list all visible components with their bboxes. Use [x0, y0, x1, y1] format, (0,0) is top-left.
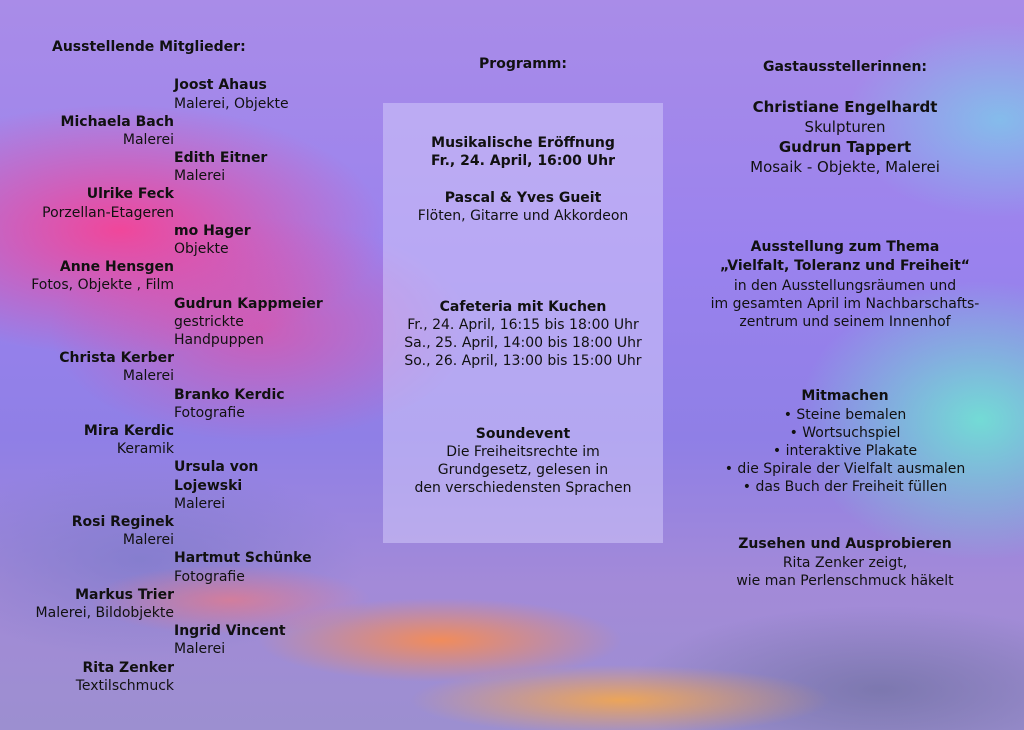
member-discipline: Textilschmuck — [75, 678, 174, 694]
cafeteria-time: Sa., 25. April, 14:00 bis 18:00 Uhr — [404, 335, 642, 351]
member-name: Joost Ahaus — [174, 77, 267, 93]
member-discipline: Keramik — [116, 441, 174, 457]
member-name: Branko Kerdic — [174, 387, 285, 403]
soundevent-line: Die Freiheitsrechte im — [446, 444, 600, 460]
member-name: Ulrike Feck — [86, 186, 174, 202]
participate-item: • die Spirale der Vielfalt ausmalen — [724, 461, 966, 477]
member-discipline: Fotografie — [174, 405, 245, 421]
member-name: Mira Kerdic — [83, 423, 174, 439]
participate-item: • interaktive Plakate — [772, 443, 918, 459]
members-heading: Ausstellende Mitglieder: — [52, 39, 246, 55]
member-name: Anne Hensgen — [59, 259, 174, 275]
member-name: Ingrid Vincent — [174, 623, 286, 639]
member-discipline: gestrickte — [174, 314, 244, 330]
guests-heading: Gastausstellerinnen: — [762, 59, 928, 75]
opening-title: Musikalische Eröffnung — [431, 135, 615, 151]
member-discipline: Malerei — [174, 641, 226, 657]
exhibition-line: zentrum und seinem Innenhof — [739, 314, 951, 330]
member-name: Gudrun Kappmeier — [174, 296, 323, 312]
exhibition-theme: „Vielfalt, Toleranz und Freiheit“ — [720, 258, 970, 274]
member-discipline: Malerei, Objekte — [174, 96, 289, 112]
watch-line: Rita Zenker zeigt, — [782, 555, 908, 571]
cafeteria-time: Fr., 24. April, 16:15 bis 18:00 Uhr — [407, 317, 639, 333]
member-name: Michaela Bach — [60, 114, 174, 130]
member-name: Ursula von — [174, 459, 259, 475]
guest-discipline: Mosaik - Objekte, Malerei — [750, 158, 940, 176]
member-discipline: Porzellan-Etageren — [42, 205, 174, 221]
member-discipline: Malerei, Bildobjekte — [35, 605, 174, 621]
watch-title: Zusehen und Ausprobieren — [738, 536, 952, 552]
guest-discipline: Skulpturen — [804, 118, 886, 136]
program-box — [383, 103, 663, 543]
member-name: mo Hager — [174, 223, 251, 239]
member-discipline: Objekte — [174, 241, 229, 257]
member-discipline: Malerei — [122, 532, 174, 548]
participate-item: • das Buch der Freiheit füllen — [742, 479, 948, 495]
watch-line: wie man Perlenschmuck häkelt — [736, 573, 954, 589]
exhibition-title: Ausstellung zum Thema — [750, 239, 940, 255]
program-heading: Programm: — [479, 56, 567, 72]
member-name: Markus Trier — [75, 587, 174, 603]
member-discipline: Fotografie — [174, 569, 245, 585]
music-performers: Pascal & Yves Gueit — [444, 190, 602, 206]
guest-name: Gudrun Tappert — [778, 138, 912, 156]
participate-item: • Wortsuchspiel — [789, 425, 901, 441]
member-discipline: Malerei — [174, 168, 226, 184]
member-name: Christa Kerber — [59, 350, 174, 366]
participate-item: • Steine bemalen — [783, 407, 907, 423]
participate-title: Mitmachen — [801, 388, 889, 404]
soundevent-line: den verschiedensten Sprachen — [414, 480, 632, 496]
member-discipline: Malerei — [122, 368, 174, 384]
member-discipline: Fotos, Objekte , Film — [31, 277, 174, 293]
music-instruments: Flöten, Gitarre und Akkordeon — [417, 208, 629, 224]
opening-date: Fr., 24. April, 16:00 Uhr — [431, 153, 615, 169]
guest-name: Christiane Engelhardt — [752, 98, 938, 116]
members-column — [0, 0, 340, 730]
soundevent-line: Grundgesetz, gelesen in — [437, 462, 609, 478]
cafeteria-title: Cafeteria mit Kuchen — [439, 299, 607, 315]
member-discipline: Malerei — [122, 132, 174, 148]
member-name: Rosi Reginek — [71, 514, 174, 530]
soundevent-title: Soundevent — [475, 426, 571, 442]
exhibition-line: im gesamten April im Nachbarschafts- — [710, 296, 980, 312]
member-name: Lojewski — [174, 478, 243, 494]
member-name: Edith Eitner — [174, 150, 268, 166]
cafeteria-time: So., 26. April, 13:00 bis 15:00 Uhr — [404, 353, 642, 369]
member-discipline: Handpuppen — [174, 332, 264, 348]
exhibition-line: in den Ausstellungsräumen und — [733, 278, 957, 294]
member-name: Rita Zenker — [82, 660, 174, 676]
member-discipline: Malerei — [174, 496, 226, 512]
member-name: Hartmut Schünke — [174, 550, 312, 566]
